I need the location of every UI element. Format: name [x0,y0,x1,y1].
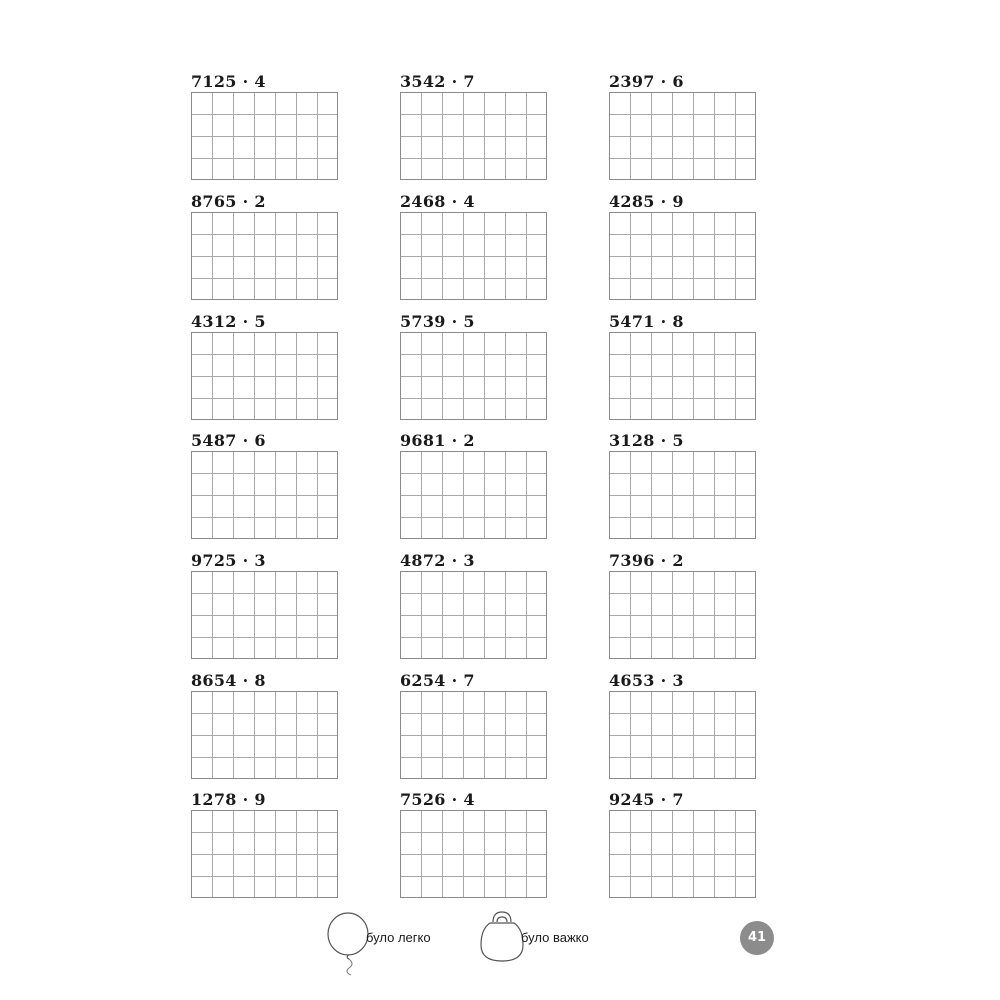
answer-grid[interactable] [400,810,547,898]
exercise-14 [400,550,550,662]
answer-grid[interactable] [400,451,547,539]
exercise-2 [400,71,550,183]
answer-grid[interactable] [400,212,547,300]
answer-grid[interactable] [191,212,338,300]
self-assessment-footer [0,900,1000,1000]
exercise-expression: 2397 · 6 [609,72,684,91]
exercise-expression: 8765 · 2 [191,192,266,211]
answer-grid[interactable] [191,92,338,180]
exercise-5 [400,191,550,303]
answer-grid[interactable] [191,691,338,779]
exercise-expression: 8654 · 8 [191,671,266,690]
answer-grid[interactable] [400,332,547,420]
exercise-expression: 5739 · 5 [400,312,475,331]
exercise-expression: 2468 · 4 [400,192,475,211]
answer-grid[interactable] [191,810,338,898]
answer-grid[interactable] [191,571,338,659]
exercise-expression: 4312 · 5 [191,312,266,331]
exercise-11 [400,430,550,542]
exercise-15 [609,550,759,662]
answer-grid[interactable] [191,451,338,539]
answer-grid[interactable] [609,691,756,779]
exercise-expression: 9245 · 7 [609,790,684,809]
exercise-1 [191,71,341,183]
answer-grid[interactable] [609,571,756,659]
exercise-expression: 7125 · 4 [191,72,266,91]
exercise-3 [609,71,759,183]
exercise-6 [609,191,759,303]
answer-grid[interactable] [191,332,338,420]
answer-grid[interactable] [609,332,756,420]
exercise-8 [400,311,550,423]
exercise-18 [609,670,759,782]
weight-icon[interactable] [476,908,526,966]
exercise-expression: 1278 · 9 [191,790,266,809]
page-number-badge: 41 [740,921,774,955]
answer-grid[interactable] [609,810,756,898]
answer-grid[interactable] [609,92,756,180]
exercise-expression: 3128 · 5 [609,431,684,450]
answer-grid[interactable] [400,571,547,659]
exercise-9 [609,311,759,423]
exercise-expression: 4872 · 3 [400,551,475,570]
exercise-7 [191,311,341,423]
hard-label: було важко [521,930,589,945]
exercise-20 [400,789,550,901]
exercise-expression: 5471 · 8 [609,312,684,331]
exercise-expression: 4653 · 3 [609,671,684,690]
answer-grid[interactable] [609,212,756,300]
exercise-expression: 9681 · 2 [400,431,475,450]
exercise-4 [191,191,341,303]
exercise-12 [609,430,759,542]
answer-grid[interactable] [609,451,756,539]
exercise-10 [191,430,341,542]
exercise-expression: 9725 · 3 [191,551,266,570]
exercise-expression: 6254 · 7 [400,671,475,690]
exercise-17 [400,670,550,782]
answer-grid[interactable] [400,691,547,779]
easy-label: було легко [366,930,431,945]
exercise-13 [191,550,341,662]
exercise-16 [191,670,341,782]
exercise-expression: 7396 · 2 [609,551,684,570]
exercise-expression: 4285 · 9 [609,192,684,211]
exercise-19 [191,789,341,901]
exercise-21 [609,789,759,901]
exercise-expression: 3542 · 7 [400,72,475,91]
exercise-expression: 5487 · 6 [191,431,266,450]
answer-grid[interactable] [400,92,547,180]
exercise-expression: 7526 · 4 [400,790,475,809]
